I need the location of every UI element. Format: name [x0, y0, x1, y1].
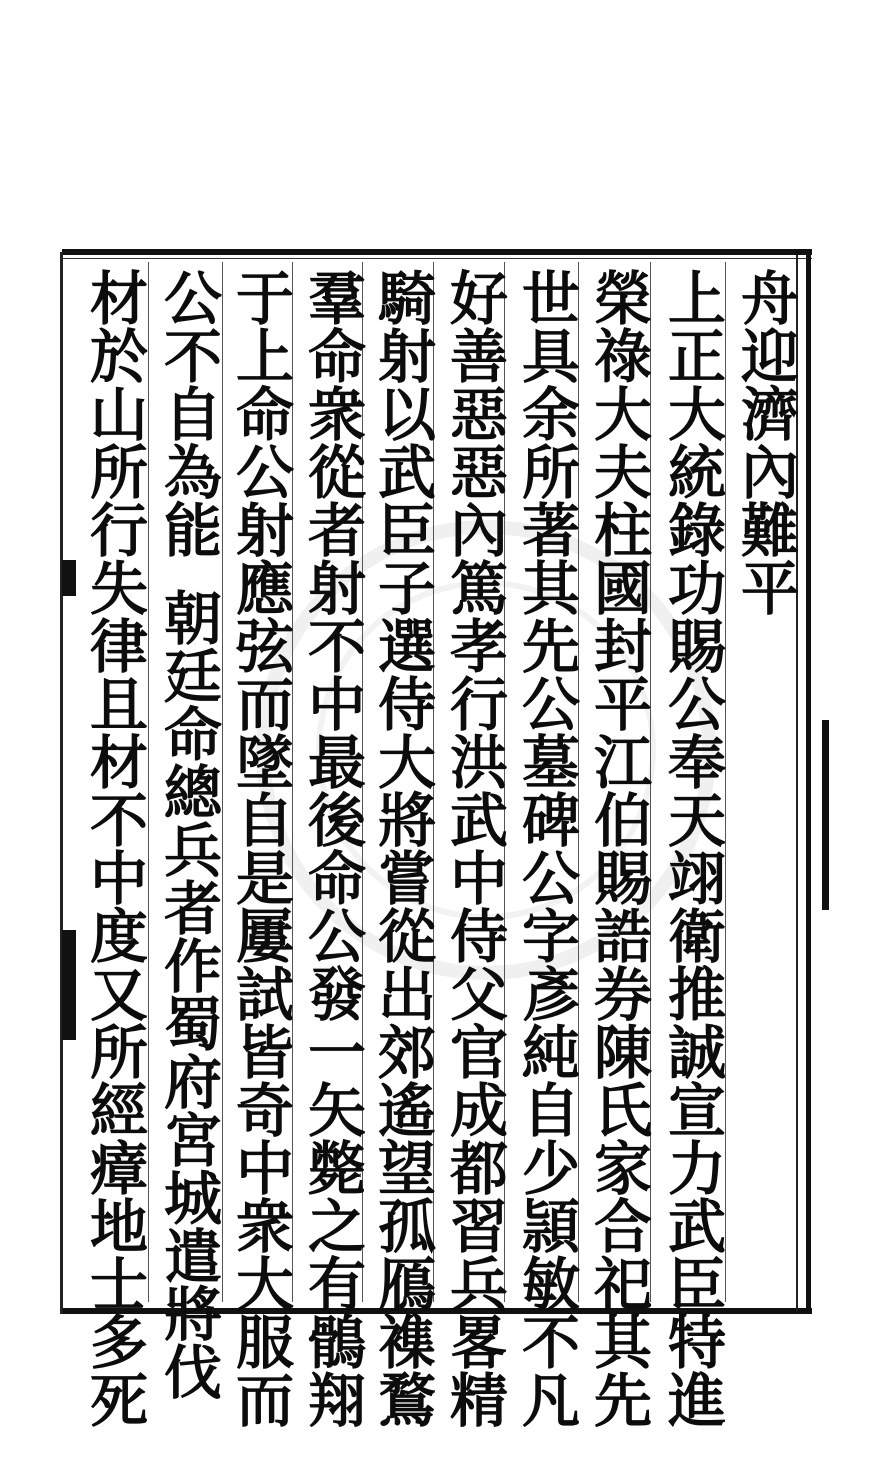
column-text: 公不自為能 — [154, 268, 222, 558]
text-column-9a — [148, 268, 228, 558]
fore-edge-tab — [822, 720, 829, 910]
column-text: 榮祿大夫柱國封平江伯賜誥券陳氏家合祀其先 — [584, 268, 652, 1428]
text-column-10 — [74, 268, 154, 1428]
column-text: 舟迎濟內難平 — [731, 268, 799, 616]
column-text: 材於山所行失律且材不中度又所經瘴地士多死 — [80, 268, 148, 1428]
text-column-3 — [578, 268, 658, 1428]
text-column-4 — [506, 268, 586, 1428]
frame-top-border — [62, 249, 812, 255]
text-column-8 — [220, 268, 300, 1428]
text-column-1 — [725, 268, 805, 616]
text-column-7 — [292, 268, 372, 1428]
text-column-5 — [434, 268, 514, 1428]
column-text: 好善惡惡內篤孝行洪武中侍父官成都習兵畧精 — [440, 268, 508, 1428]
column-text: 世具余所著其先公墓碑公字彥純自少頴敏不凡 — [512, 268, 580, 1428]
text-column-9b — [148, 588, 228, 1400]
frame-left-border — [60, 252, 63, 1314]
text-column-2 — [652, 268, 732, 1428]
text-column-6 — [362, 268, 442, 1428]
column-text: 騎射以武臣子選侍大將嘗從出郊遙望孤鴈襍鶩 — [368, 268, 436, 1428]
frame-top-inner-line — [62, 258, 812, 259]
column-text: 朝廷命總兵者作蜀府宮城遣將伐 — [154, 588, 222, 1400]
frame-right-border — [806, 252, 811, 1314]
column-text: 于上命公射應弦而墜自是屢試皆奇中衆大服而 — [226, 268, 294, 1428]
column-text: 上正大統錄功賜公奉天翊衛推誠宣力武臣特進 — [658, 268, 726, 1428]
column-text: 羣命衆從者射不中最後命公發一矢斃之有鶻翔 — [298, 268, 366, 1428]
